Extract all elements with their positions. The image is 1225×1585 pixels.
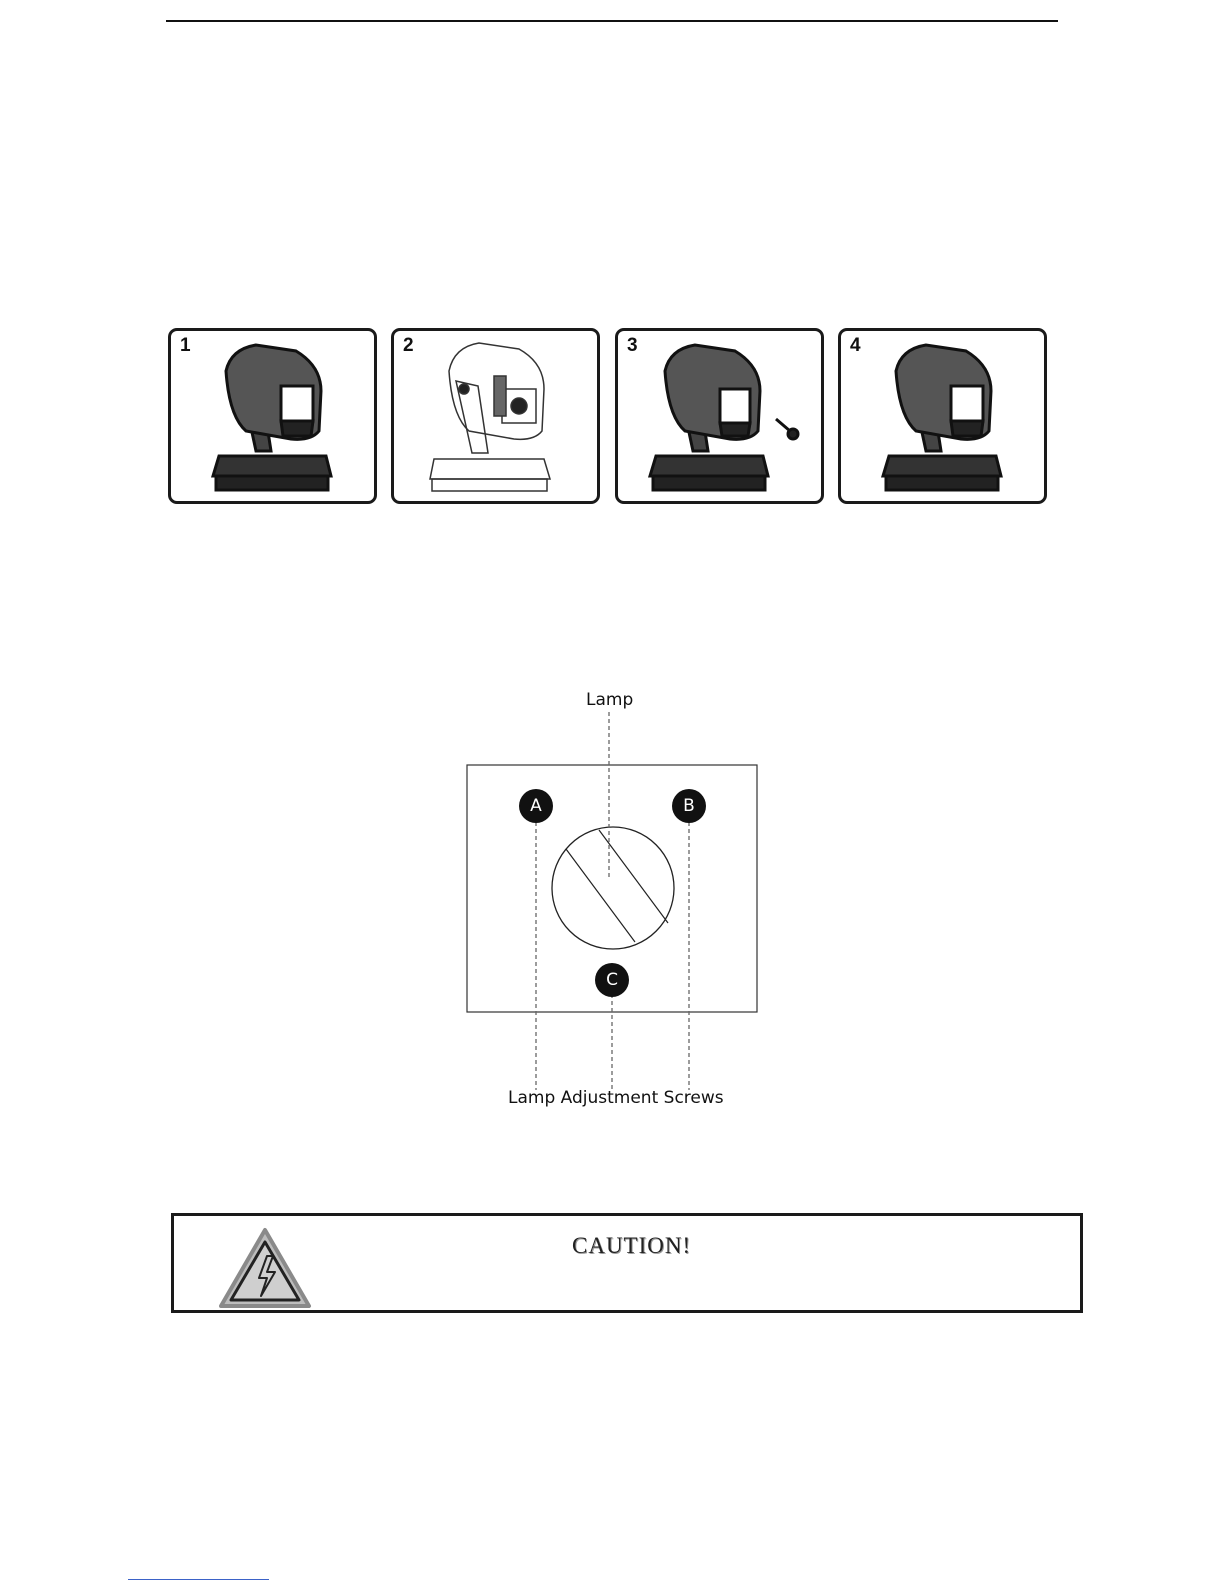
screw-b-badge: B (672, 789, 706, 823)
footer-rule (128, 1579, 269, 1580)
caution-title: CAUTION! (572, 1233, 692, 1258)
lamp-adjustment-screws-label: Lamp Adjustment Screws (508, 1088, 724, 1108)
step-number: 4 (850, 335, 861, 356)
step-number: 2 (403, 335, 414, 356)
step-number: 1 (180, 335, 191, 356)
screw-a-badge: A (519, 789, 553, 823)
screw-c-badge: C (595, 963, 629, 997)
step-number: 3 (627, 335, 638, 356)
lamp-label: Lamp (586, 690, 634, 710)
lamp-circle (552, 827, 674, 949)
electrical-hazard-warning-icon (217, 1226, 313, 1310)
